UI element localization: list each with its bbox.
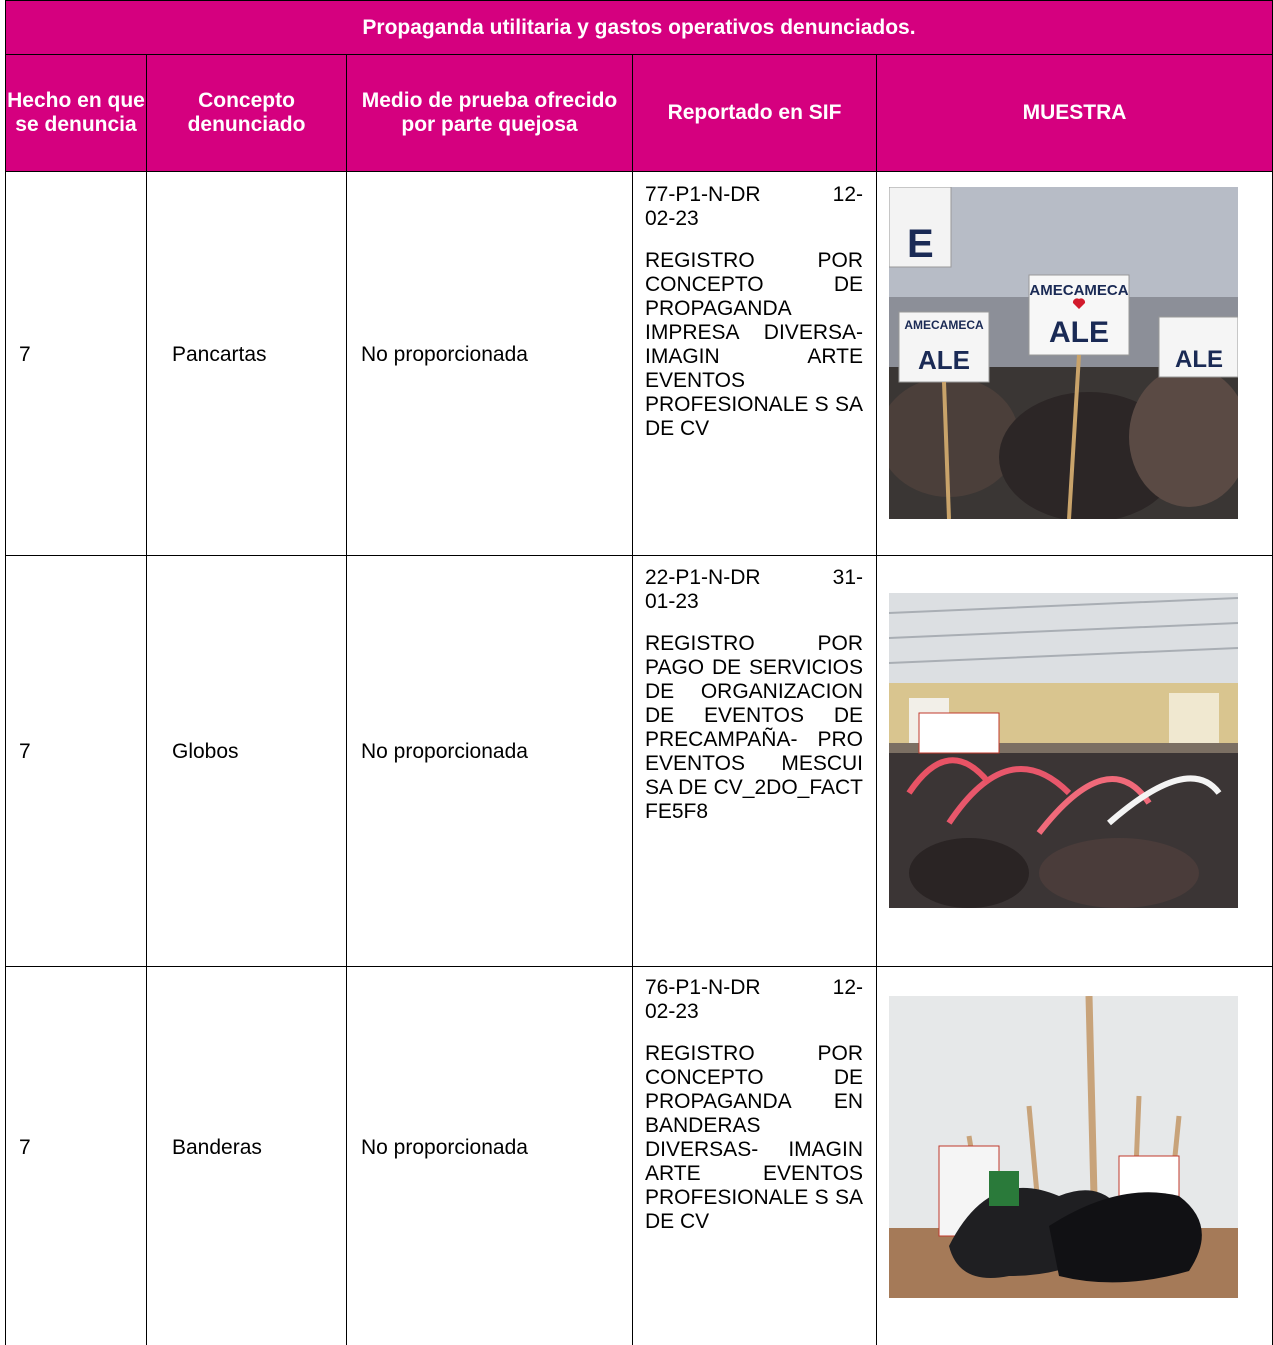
row1-hecho: 7 bbox=[19, 343, 31, 366]
header-concepto: Concepto denunciado bbox=[146, 55, 346, 172]
row3-medio: No proporcionada bbox=[361, 1136, 528, 1159]
grid-line bbox=[632, 172, 633, 1345]
grid-line bbox=[146, 172, 147, 1345]
header-muestra: MUESTRA bbox=[876, 55, 1273, 172]
row1-sif bbox=[645, 183, 863, 441]
row-divider bbox=[5, 966, 1273, 967]
row3-concepto: Banderas bbox=[172, 1136, 262, 1159]
header-medio: Medio de prueba ofrecido por parte quejosa bbox=[346, 55, 632, 172]
row3-hecho: 7 bbox=[19, 1136, 31, 1159]
row1-concepto: Pancartas bbox=[172, 343, 267, 366]
sif-code-date: 02-23 bbox=[645, 1000, 699, 1023]
sif-description: REGISTRO POR PAGO DE SERVICIOS DE ORGANIZACION DE EVENTOS DE PRECAMPAÑA- PRO EVENTOS MESCUI SA DE CV_2DO_FACT FE5F8 bbox=[645, 632, 863, 823]
row2-medio: No proporcionada bbox=[361, 740, 528, 763]
photo-pancartas bbox=[889, 187, 1238, 519]
row2-concepto: Globos bbox=[172, 740, 239, 763]
photo-sign-text: ALE bbox=[1049, 316, 1109, 349]
grid-line bbox=[346, 172, 347, 1345]
sif-code-date: 01-23 bbox=[645, 590, 699, 613]
table-title: Propaganda utilitaria y gastos operativos denunciados. bbox=[5, 0, 1273, 55]
row1-medio: No proporcionada bbox=[361, 343, 528, 366]
sif-code-date: 02-23 bbox=[645, 207, 699, 230]
complaint-table bbox=[5, 0, 1273, 1345]
header-sif: Reportado en SIF bbox=[632, 55, 876, 172]
svg-text:ALE: ALE bbox=[918, 345, 970, 375]
grid-line bbox=[5, 172, 6, 1345]
photo-sign-text: AMECAMECA bbox=[1029, 282, 1129, 299]
row2-sif bbox=[645, 566, 863, 824]
svg-text:E: E bbox=[907, 222, 934, 266]
grid-line bbox=[876, 172, 877, 1345]
sif-description: REGISTRO POR CONCEPTO DE PROPAGANDA IMPRESA DIVERSA- IMAGIN ARTE EVENTOS PROFESIONALE S SA DE CV bbox=[645, 249, 863, 440]
sif-code: 77-P1-N-DR 12- bbox=[645, 183, 863, 206]
row2-hecho: 7 bbox=[19, 740, 31, 763]
photo-banderas bbox=[889, 996, 1238, 1298]
svg-text:AMECAMECA: AMECAMECA bbox=[904, 318, 984, 332]
header-hecho: Hecho en que se denuncia bbox=[5, 55, 146, 172]
sif-code: 76-P1-N-DR 12- bbox=[645, 976, 863, 999]
row-divider bbox=[5, 555, 1273, 556]
photo-globos bbox=[889, 593, 1238, 908]
row3-sif bbox=[645, 976, 863, 1234]
sif-code: 22-P1-N-DR 31- bbox=[645, 566, 863, 589]
svg-text:ALE: ALE bbox=[1175, 346, 1223, 373]
sif-description: REGISTRO POR CONCEPTO DE PROPAGANDA EN BANDERAS DIVERSAS- IMAGIN ARTE EVENTOS PROFESIONALE S SA DE CV bbox=[645, 1042, 863, 1233]
